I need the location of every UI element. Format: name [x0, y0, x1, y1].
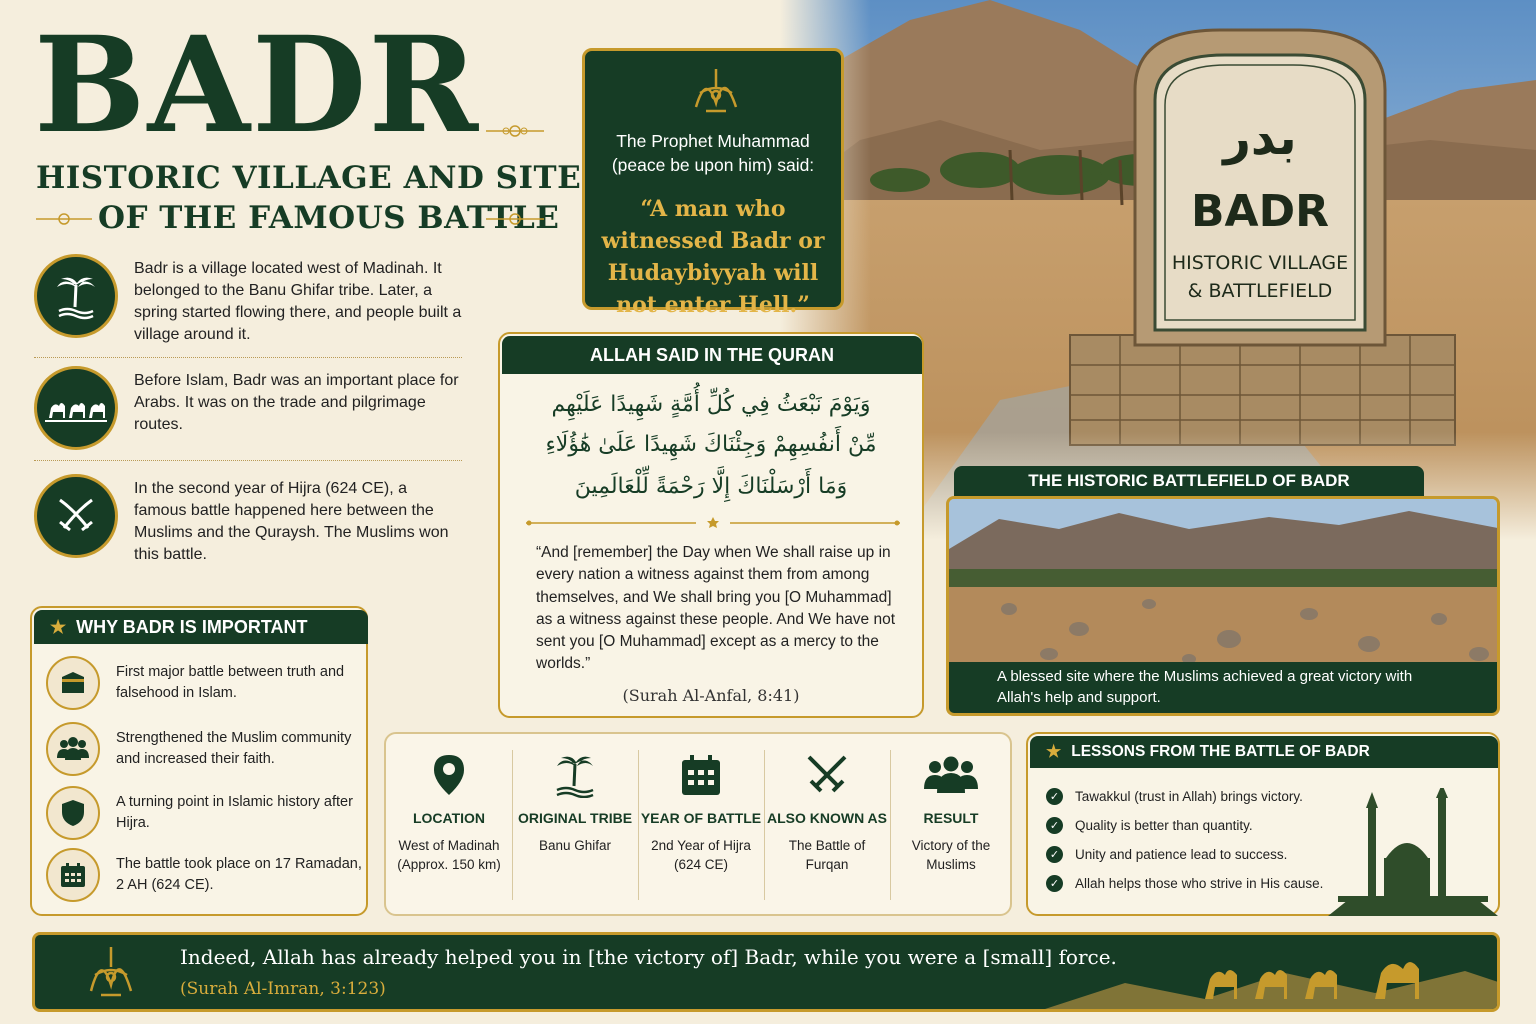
quran-panel	[498, 332, 924, 718]
page-subtitle-line2: OF THE FAMOUS BATTLE	[98, 200, 560, 236]
fact-title: ORIGINAL TRIBE	[517, 810, 633, 826]
calligraphy-emblem-icon	[686, 63, 746, 119]
lesson-text: Unity and patience lead to success.	[1075, 847, 1288, 862]
sign-line1: HISTORIC VILLAGE	[1171, 252, 1349, 274]
lesson-item	[1046, 846, 1287, 863]
shield-icon	[46, 786, 100, 840]
people-icon	[46, 722, 100, 776]
lessons-title: LESSONS FROM THE BATTLE OF BADR	[1071, 743, 1370, 760]
crossed-swords-icon	[764, 750, 890, 800]
why-text: The battle took place on 17 Ramadan, 2 AH (624 CE).	[116, 856, 362, 893]
page-subtitle-line1: HISTORIC VILLAGE AND SITE	[36, 160, 582, 196]
fact-title: ALSO KNOWN AS	[766, 810, 888, 826]
people-icon	[890, 750, 1012, 800]
check-icon: ✓	[1046, 788, 1063, 805]
quran-title: ALLAH SAID IN THE QURAN	[590, 344, 834, 365]
fact-title: YEAR OF BATTLE	[640, 810, 762, 826]
battlefield-heading	[954, 466, 1424, 496]
fact-value: 2nd Year of Hijra (624 CE)	[651, 838, 751, 872]
why-important-panel	[30, 606, 368, 916]
battlefield-title: THE HISTORIC BATTLEFIELD OF BADR	[1028, 471, 1350, 490]
battlefield-image	[946, 496, 1500, 664]
fact-title: LOCATION	[412, 810, 486, 826]
why-text: A turning point in Islamic history after Hijra.	[116, 794, 353, 831]
arabic-line: وَمَا أَرْسَلْنَاكَ إِلَّا رَحْمَةً لِّلْعَالَمِينَ	[574, 474, 848, 499]
check-icon: ✓	[1046, 875, 1063, 892]
hadith-intro: The Prophet Muhammad (peace be upon him) said:	[611, 131, 815, 175]
quran-translation: “And [remember] the Day when We shall raise up in every nation a witness against them from among themselves, and We shall bring you [O Muhammad] as a witness against these people. And We have not sent you [O Muhammad] except as a mercy to the worlds.”	[536, 544, 896, 673]
sign-title: BADR	[1191, 186, 1329, 237]
palm-tree-icon	[512, 750, 638, 800]
palm-tree-icon	[34, 254, 118, 338]
fact-value: Victory of the Muslims	[911, 838, 991, 872]
battlefield-caption: A blessed site where the Muslims achieved a great victory with Allah's help and support.	[997, 668, 1413, 706]
star-icon: ★	[50, 616, 67, 637]
page-title: BADR	[34, 8, 481, 163]
lesson-text: Tawakkul (trust in Allah) brings victory.	[1075, 789, 1303, 804]
camel-caravan-icon	[1045, 943, 1500, 1009]
camel-caravan-icon	[34, 366, 118, 450]
footer-quote: Indeed, Allah has already helped you in [the victory of] Badr, while you were a [small] force.	[180, 945, 1117, 969]
intro-item	[34, 474, 462, 566]
lesson-text: Quality is better than quantity.	[1075, 818, 1253, 833]
lessons-panel	[1026, 732, 1500, 916]
lesson-item	[1046, 817, 1253, 834]
ornament-icon	[486, 124, 544, 138]
ornament-icon	[486, 212, 544, 226]
fact-item	[764, 734, 890, 918]
battlefield-caption-bar	[946, 662, 1500, 716]
intro-text: Before Islam, Badr was an important place for Arabs. It was on the trade and pilgrimage routes.	[134, 372, 459, 433]
ornament-icon	[36, 212, 92, 226]
mosque-icon	[1328, 788, 1498, 916]
lesson-item	[1046, 788, 1303, 805]
fact-value: Banu Ghifar	[538, 838, 612, 853]
facts-panel	[384, 732, 1012, 916]
sign-line2: & BATTLEFIELD	[1187, 280, 1333, 302]
crossed-swords-icon	[34, 474, 118, 558]
hadith-quote: “A man who witnessed Badr or Hudaybiyyah will not enter Hell.”	[601, 196, 825, 318]
fact-title: RESULT	[923, 810, 979, 826]
fact-item	[512, 734, 638, 918]
why-text: First major battle between truth and falsehood in Islam.	[116, 664, 345, 701]
intro-text: In the second year of Hijra (624 CE), a famous battle happened here between the Muslims and the Quraysh. The Muslims won this battle.	[134, 480, 449, 563]
lessons-heading	[1030, 736, 1498, 768]
why-important-title: WHY BADR IS IMPORTANT	[76, 616, 308, 637]
quran-reference: (Surah Al-Anfal, 8:41)	[622, 686, 800, 705]
intro-item	[34, 366, 462, 450]
kaaba-icon	[46, 656, 100, 710]
footer-banner	[32, 932, 1500, 1012]
calendar-icon	[46, 848, 100, 902]
why-important-heading	[34, 610, 368, 644]
intro-text: Badr is a village located west of Madinah. It belonged to the Banu Ghifar tribe. Later, a spring started flowing there, and people built a village around it.	[134, 260, 462, 343]
ornament-divider-icon	[526, 516, 900, 530]
sign-arabic: بدر	[1223, 110, 1297, 166]
calligraphy-emblem-icon	[81, 941, 141, 1003]
intro-item	[34, 254, 462, 346]
location-pin-icon	[386, 750, 512, 800]
why-item	[46, 722, 366, 776]
calendar-icon	[638, 750, 764, 800]
check-icon: ✓	[1046, 846, 1063, 863]
fact-value: West of Madinah (Approx. 150 km)	[397, 838, 501, 872]
why-text: Strengthened the Muslim community and increased their faith.	[116, 730, 352, 767]
divider	[34, 460, 462, 461]
quran-heading	[502, 336, 922, 374]
fact-value: The Battle of Furqan	[788, 838, 866, 872]
lesson-text: Allah helps those who strive in His cause.	[1075, 876, 1324, 891]
fact-item	[386, 734, 512, 918]
fact-item	[890, 734, 1012, 918]
lesson-item	[1046, 875, 1323, 892]
footer-reference: (Surah Al-Imran, 3:123)	[180, 979, 386, 999]
arabic-line: مِّنْ أَنفُسِهِمْ وَجِئْنَاكَ شَهِيدًا عَلَىٰ هَٰؤُلَاءِ	[545, 432, 877, 457]
check-icon: ✓	[1046, 817, 1063, 834]
why-item	[46, 786, 366, 840]
star-icon: ★	[1046, 742, 1062, 761]
hadith-box	[582, 48, 844, 318]
why-item	[46, 848, 366, 902]
battlefield-panel	[946, 466, 1500, 716]
divider	[34, 357, 462, 358]
arabic-line: وَيَوْمَ نَبْعَثُ فِي كُلِّ أُمَّةٍ شَهِيدًا عَلَيْهِم	[551, 392, 871, 417]
fact-item	[638, 734, 764, 918]
why-item	[46, 656, 366, 710]
